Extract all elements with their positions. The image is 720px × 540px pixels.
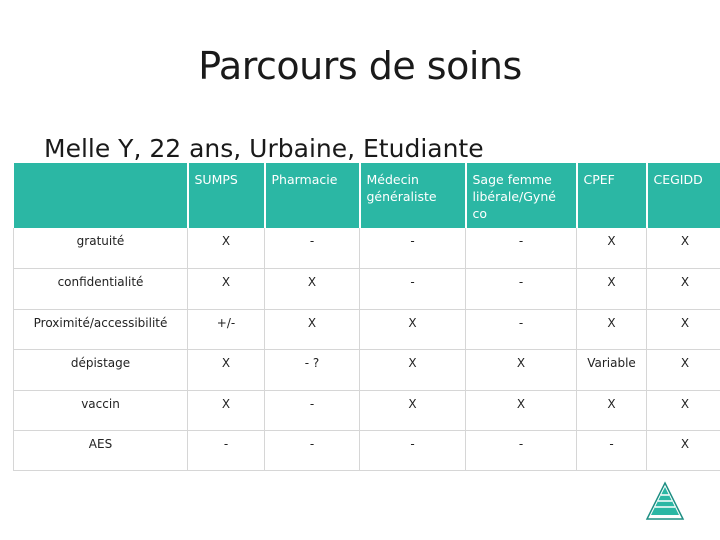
row-label: confidentialité bbox=[14, 269, 188, 310]
table-cell: X bbox=[188, 269, 265, 310]
table-cell: X bbox=[265, 309, 360, 350]
table-row bbox=[14, 390, 720, 431]
table-cell: - bbox=[466, 228, 577, 269]
table-cell: - bbox=[265, 228, 360, 269]
table-cell: - bbox=[466, 269, 577, 310]
header-cell-sumps: SUMPS bbox=[188, 163, 265, 228]
table-cell: X bbox=[577, 269, 647, 310]
header-cell-pharmacie: Pharmacie bbox=[265, 163, 360, 228]
pyramid-logo-icon bbox=[645, 481, 685, 521]
table-row bbox=[14, 350, 720, 391]
table-cell: X bbox=[647, 228, 720, 269]
row-label: dépistage bbox=[14, 350, 188, 391]
header-cell-medecin: Médecin généraliste bbox=[360, 163, 466, 228]
row-label: Proximité/accessibilité bbox=[14, 309, 188, 350]
table-cell: X bbox=[188, 228, 265, 269]
table-cell: - bbox=[188, 431, 265, 471]
table-cell: X bbox=[647, 309, 720, 350]
table-cell: X bbox=[647, 431, 720, 471]
table-cell: X bbox=[466, 390, 577, 431]
table-cell: - bbox=[466, 431, 577, 471]
table-cell: X bbox=[647, 390, 720, 431]
header-cell-cpef: CPEF bbox=[577, 163, 647, 228]
table-cell: - bbox=[577, 431, 647, 471]
table-cell: X bbox=[647, 350, 720, 391]
comparison-table bbox=[13, 163, 720, 471]
table-cell: X bbox=[188, 350, 265, 391]
table-cell: - bbox=[360, 431, 466, 471]
slide-subtitle: Melle Y, 22 ans, Urbaine, Etudiante bbox=[44, 134, 484, 163]
header-cell-cegidd: CEGIDD bbox=[647, 163, 720, 228]
table-cell: X bbox=[577, 390, 647, 431]
slide-title: Parcours de soins bbox=[198, 44, 522, 88]
table-cell: - bbox=[360, 228, 466, 269]
table-cell: - ? bbox=[265, 350, 360, 391]
table-cell: - bbox=[466, 309, 577, 350]
row-label: AES bbox=[14, 431, 188, 471]
table-cell: X bbox=[466, 350, 577, 391]
table-cell: - bbox=[265, 431, 360, 471]
table-header-row bbox=[14, 163, 720, 228]
table-row bbox=[14, 431, 720, 471]
table-row bbox=[14, 228, 720, 269]
table-cell: X bbox=[360, 390, 466, 431]
header-cell-sage-femme: Sage femme libérale/Gyné co bbox=[466, 163, 577, 228]
row-label: gratuité bbox=[14, 228, 188, 269]
table-cell: Variable bbox=[577, 350, 647, 391]
table-cell: X bbox=[647, 269, 720, 310]
table-cell: - bbox=[265, 390, 360, 431]
table-cell: X bbox=[360, 350, 466, 391]
table-cell: +/- bbox=[188, 309, 265, 350]
table-cell: X bbox=[577, 228, 647, 269]
table-cell: - bbox=[360, 269, 466, 310]
table-row bbox=[14, 309, 720, 350]
table-row bbox=[14, 269, 720, 310]
table-cell: X bbox=[360, 309, 466, 350]
table-cell: X bbox=[265, 269, 360, 310]
row-label: vaccin bbox=[14, 390, 188, 431]
table-cell: X bbox=[577, 309, 647, 350]
header-cell-empty bbox=[14, 163, 188, 228]
table-cell: X bbox=[188, 390, 265, 431]
